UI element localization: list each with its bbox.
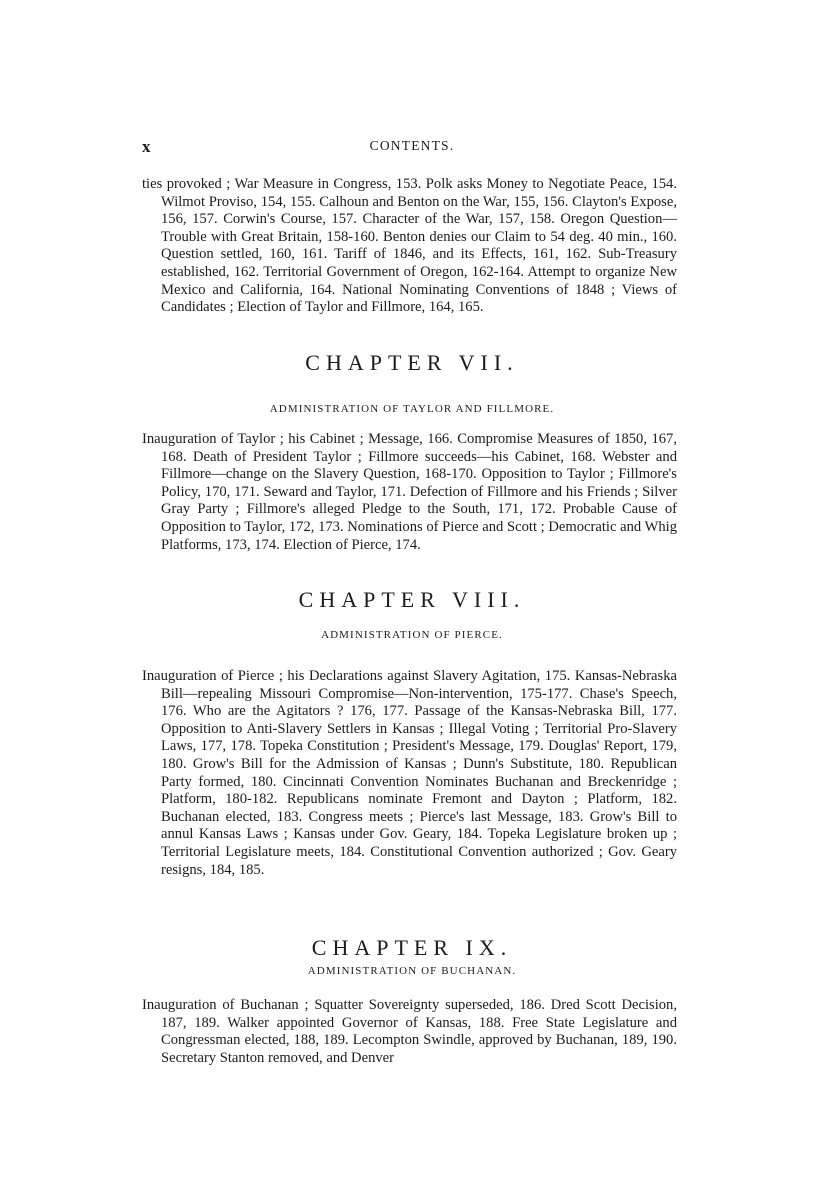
contents-entry-chapter-viii: Inauguration of Pierce ; his Declarations against Slavery Agitation, 175. Kansas-Nebraska Bill—repealing Missouri Compromise—Non-intervention, 175-177. Chase's Speech, 176. Who are the Agitators ? 176, 177. Passage of the Kansas-Nebraska Bill, 177. Opposition to Anti-Slavery Settlers in Kansas ; Illegal Voting ; Territorial Pro-Slavery Laws, 177, 178. Topeka Constitution ; President's Message, 179. Douglas' Report, 179, 180. Grow's Bill for the Admission of Kansas ; Dunn's Substitute, 180. Republican Party formed, 180. Cincinnati Convention Nominates Buchanan and Breckenridge ; Platform, 180-182. Republicans nominate Fremont and Dayton ; Platform, 182. Buchanan elected, 183. Congress meets ; Pierce's last Message, 183. Grow's Bill to annul Kansas Laws ; Kansas under Gov. Geary, 184. Topeka Legislature broken up ; Territorial Legislature meets, 184. Constitutional Convention authorized ; Gov. Geary resigns, 184, 185. <box>142 668 677 878</box>
running-head <box>142 137 682 159</box>
chapter-subtitle-vii: ADMINISTRATION OF TAYLOR AND FILLMORE. <box>269 403 555 415</box>
chapter-subtitle-viii: ADMINISTRATION OF PIERCE. <box>321 629 503 641</box>
page-number: x <box>142 137 151 156</box>
chapter-heading-viii: CHAPTER VIII. <box>298 587 526 612</box>
contents-entry-continued: ties provoked ; War Measure in Congress, 153. Polk asks Money to Negotiate Peace, 154. Wilmot Proviso, 154, 155. Calhoun and Benton on the War, 155, 156. Clayton's Expose, 156, 157. Corwin's Course, 157. Character of the War, 157, 158. Oregon Question—Trouble with Great Britain, 158-160. Benton denies our Claim to 54 deg. 40 min., 160. Question settled, 160, 161. Tariff of 1846, and its Effects, 161, 162. Sub-Treasury established, 162. Territorial Government of Oregon, 162-164. Attempt to organize New Mexico and California, 164. National Nominating Conventions of 1848 ; Views of Candidates ; Election of Taylor and Fillmore, 164, 165. <box>142 176 677 316</box>
contents-entry-chapter-ix: Inauguration of Buchanan ; Squatter Sovereignty superseded, 186. Dred Scott Decision, 187, 189. Walker appointed Governor of Kansas, 188. Free State Legislature and Congressman elected, 188, 189. Lecompton Swindle, approved by Buchanan, 189, 190. Secretary Stanton removed, and Denver <box>142 997 677 1066</box>
running-head-title: CONTENTS. <box>369 138 455 153</box>
chapter-heading-vii: CHAPTER VII. <box>305 350 519 375</box>
chapter-heading-ix: CHAPTER IX. <box>311 935 513 960</box>
contents-entry-chapter-vii: Inauguration of Taylor ; his Cabinet ; Message, 166. Compromise Measures of 1850, 167, 168. Death of President Taylor ; Fillmore succeeds—his Cabinet, 168. Webster and Fillmore—change on the Slavery Question, 168-170. Opposition to Taylor ; Fillmore's Policy, 170, 171. Seward and Taylor, 171. Defection of Fillmore and his Friends ; Silver Gray Party ; Fillmore's alleged Pledge to the South, 171, 172. Probable Cause of Opposition to Taylor, 172, 173. Nominations of Pierce and Scott ; Democratic and Whig Platforms, 173, 174. Election of Pierce, 174. <box>142 431 677 553</box>
chapter-subtitle-ix: ADMINISTRATION OF BUCHANAN. <box>307 965 517 977</box>
